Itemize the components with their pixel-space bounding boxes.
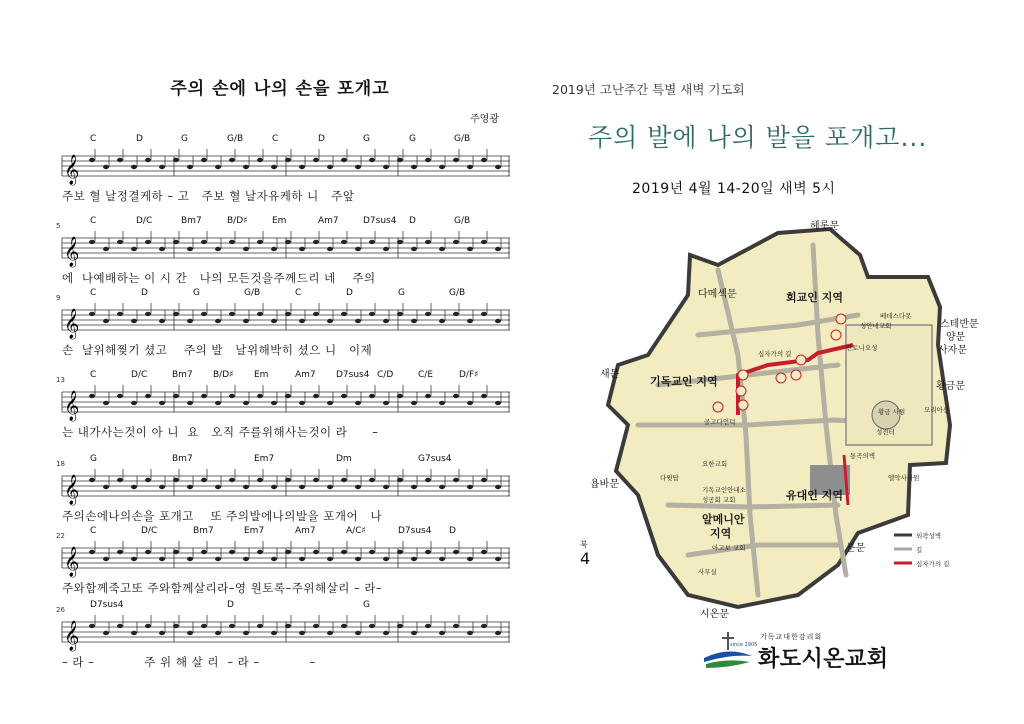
place-holy-sepulchre: 골고다언덕: [704, 418, 736, 426]
chord-symbol: C/E: [418, 370, 434, 380]
gate-jaffa: 욥바문: [590, 479, 619, 490]
svg-text:𝄞: 𝄞: [64, 155, 80, 185]
staff-lines: [62, 384, 510, 420]
staff-row: [56, 288, 510, 372]
measure-number: 5: [56, 222, 61, 230]
quarter-christian: 기독교인 지역: [650, 375, 718, 388]
measure-number: 22: [56, 532, 65, 540]
staff-lines: [62, 540, 510, 576]
measure-number: 18: [56, 460, 65, 468]
chord-symbol: G: [409, 134, 416, 144]
chord-symbol: G/B: [454, 216, 471, 226]
lyric-line: 에 나예배하는 이 시 간 나의 모든것을주께드리 네 주의: [62, 271, 376, 285]
svg-text:𝄞: 𝄞: [64, 237, 80, 267]
chord-symbol: C: [90, 216, 97, 226]
place-via-dolorosa: 십자가의 길: [758, 350, 792, 358]
svg-text:𝄞: 𝄞: [64, 391, 80, 421]
north-mark: 북: [580, 540, 588, 549]
chord-symbol: B/D♯: [213, 370, 234, 380]
gate-stephen-1: 스테반문: [940, 319, 979, 330]
chord-symbol: D: [318, 134, 325, 144]
gate-herod: 헤롯문: [810, 221, 839, 232]
quarter-jewish: 유대인 지역: [786, 489, 843, 502]
place-temple-mount: 성전터: [876, 428, 895, 436]
chord-symbol: Em7: [254, 454, 275, 464]
place-wailing-wall: 통곡의벽: [850, 452, 876, 460]
chord-symbol: C: [90, 288, 97, 298]
place-christian-info: 기독교인안내소: [702, 486, 746, 494]
chord-symbol: Bm7: [193, 526, 214, 536]
chord-symbol: G7sus4: [418, 454, 452, 464]
gate-dung: 분문: [846, 543, 866, 554]
chord-symbol: C: [90, 134, 97, 144]
chord-symbol: D/F♯: [459, 370, 479, 380]
place-al-aqsa: 엘악사사원: [888, 474, 920, 482]
gate-stephen-2: 양문: [946, 332, 966, 343]
staff-lines: [62, 230, 510, 266]
place-bethesda: 베데스다못: [880, 312, 912, 320]
place-john-church: 요한교회: [702, 460, 728, 468]
chord-symbol: D/C: [141, 526, 158, 536]
chord-symbol: B/D♯: [227, 216, 248, 226]
church-emblem-icon: [700, 628, 756, 672]
staff-row: [56, 600, 510, 684]
event-title: 주의 발에 나의 발을 포개고...: [588, 123, 928, 152]
lyric-line: 는 내가사는것이 아 니 요 오직 주를위해사는것이 라 –: [62, 425, 379, 439]
composer-name: 주영광: [470, 114, 499, 125]
place-dome: 황금 사원: [878, 408, 906, 416]
chord-symbol: D/C: [131, 370, 148, 380]
chord-symbols: [62, 288, 510, 300]
quarter-muslim: 회교인 지역: [786, 291, 843, 304]
measure-number: 9: [56, 294, 61, 302]
staff-lines: [62, 148, 510, 184]
chord-symbol: G: [181, 134, 188, 144]
chord-symbol: D7sus4: [336, 370, 370, 380]
chord-symbols: [62, 216, 510, 228]
chord-symbol: D: [449, 526, 456, 536]
chord-symbol: C: [272, 134, 279, 144]
chord-symbol: G: [398, 288, 405, 298]
chord-symbols: [62, 134, 510, 146]
staff-lines: [62, 302, 510, 338]
place-st-anne: 성안네교회: [860, 322, 892, 330]
chord-symbol: D: [136, 134, 143, 144]
chord-symbol: Dm: [336, 454, 352, 464]
chord-symbol: Bm7: [172, 454, 193, 464]
chord-symbol: Em: [272, 216, 287, 226]
lyric-line: 주와함께죽고또 주와함께살리라–영 원토록–주위해살리 – 라–: [62, 581, 383, 595]
chord-symbol: Em: [254, 370, 269, 380]
chord-symbol: G/B: [244, 288, 261, 298]
chord-symbol: G/B: [454, 134, 471, 144]
chord-symbol: Bm7: [172, 370, 193, 380]
chord-symbols: [62, 454, 510, 466]
place-mosque: 모리아산: [924, 406, 950, 414]
gate-golden: 황금문: [936, 381, 965, 392]
gate-damascus: 다메섹문: [698, 289, 737, 300]
chord-symbol: D/C: [136, 216, 153, 226]
church-since: since 1905: [730, 642, 758, 648]
measure-number: 13: [56, 376, 65, 384]
place-armenian-church: 아고보 교회: [712, 544, 746, 552]
lyric-line: 손 날위해찢기 셨고 주의 발 날위해박히 셨으 니 이제: [62, 343, 373, 357]
staff-lines: [62, 468, 510, 504]
chord-symbol: Am7: [318, 216, 339, 226]
staff-row: [56, 370, 510, 454]
measure-number: 26: [56, 606, 65, 614]
chord-symbol: D7sus4: [363, 216, 397, 226]
chord-symbol: D: [409, 216, 416, 226]
chord-symbol: G: [90, 454, 97, 464]
event-date: 2019년 4월 14-20일 새벽 5시: [632, 181, 836, 197]
gate-zion: 시온문: [700, 609, 729, 620]
lyric-line: – 라 – 주 위 해 살 리 – 라 – –: [62, 655, 316, 669]
church-denomination: 기독교대한감리회: [760, 633, 823, 641]
legend-road: 길: [916, 546, 923, 554]
quarter-armenian-2: 지역: [710, 527, 732, 540]
chord-symbol: D7sus4: [398, 526, 432, 536]
place-tower: 다윗탑: [660, 474, 679, 482]
place-antonia: 안토니오성: [846, 344, 878, 352]
svg-text:𝄞: 𝄞: [64, 309, 80, 339]
place-anglican: 성공회 교회: [702, 496, 736, 504]
svg-text:𝄞: 𝄞: [64, 475, 80, 505]
chord-symbol: Em7: [244, 526, 265, 536]
chord-symbol: D: [141, 288, 148, 298]
chord-symbol: Bm7: [181, 216, 202, 226]
chord-symbol: G: [193, 288, 200, 298]
chord-symbols: [62, 370, 510, 382]
event-subtitle: 2019년 고난주간 특별 새벽 기도회: [552, 82, 745, 97]
legend-via: 십자가의 길: [916, 560, 950, 568]
north-scale: 4: [580, 549, 591, 568]
quarter-armenian-1: 알메니안: [702, 513, 745, 526]
church-name: 화도시온교회: [758, 647, 889, 672]
chord-symbols: [62, 600, 510, 612]
legend-wall: 외곽성벽: [916, 532, 942, 540]
staff-row: [62, 134, 510, 218]
jerusalem-map: [580, 215, 979, 620]
svg-text:𝄞: 𝄞: [64, 621, 80, 651]
gate-stephen-3: 사자문: [938, 345, 967, 356]
chord-symbol: D: [346, 288, 353, 298]
chord-symbol: C: [90, 370, 97, 380]
svg-text:𝄞: 𝄞: [64, 547, 80, 577]
chord-symbol: C: [90, 526, 97, 536]
chord-symbols: [62, 526, 510, 538]
chord-symbol: G/B: [449, 288, 466, 298]
chord-symbol: G: [363, 600, 370, 610]
place-upper: 사무실: [698, 568, 717, 576]
gate-new: 새문: [600, 369, 620, 380]
church-logo: [700, 628, 900, 672]
staff-lines: [62, 614, 510, 650]
chord-symbol: Am7: [295, 370, 316, 380]
chord-symbol: C: [295, 288, 302, 298]
chord-symbol: A/C♯: [346, 526, 366, 536]
chord-symbol: D7sus4: [90, 600, 124, 610]
chord-symbol: D: [227, 600, 234, 610]
chord-symbol: G: [363, 134, 370, 144]
chord-symbol: C/D: [377, 370, 394, 380]
lyric-line: 주보 혈 날정결케하 – 고 주보 혈 날자유케하 니 주앞: [62, 189, 355, 203]
chord-symbol: G/B: [227, 134, 244, 144]
song-title: 주의 손에 나의 손을 포개고: [170, 79, 390, 99]
lyric-line: 주의손에나의손을 포개고 또 주의발에나의발을 포개어 나: [62, 509, 383, 523]
chord-symbol: Am7: [295, 526, 316, 536]
